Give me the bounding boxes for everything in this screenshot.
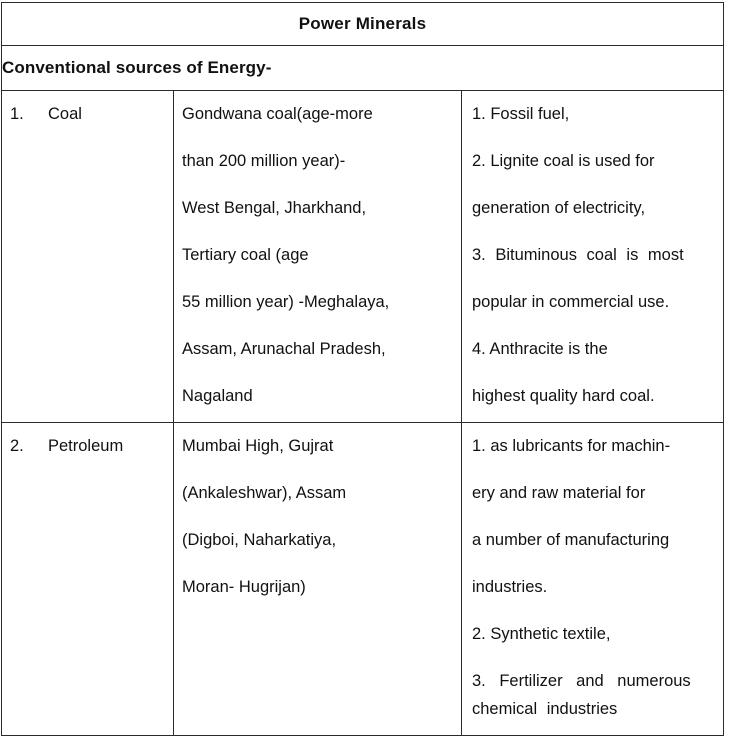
use-line: chemical industries [472, 700, 618, 718]
use-line: 2. Lignite coal is used for [472, 152, 655, 170]
row-label-coal [10, 103, 165, 126]
source-line: (Digboi, Naharkatiya, [182, 531, 337, 549]
row-number: 2. [10, 437, 24, 455]
row-index-cell-petroleum [2, 423, 174, 736]
source-line: Moran- Hugrijan) [182, 578, 306, 596]
source-line: 55 million year) -Meghalaya, [182, 293, 390, 311]
table-row [2, 423, 724, 736]
source-line: West Bengal, Jharkhand, [182, 199, 367, 217]
table-title: Power Minerals [2, 3, 724, 46]
row-sources-cell-coal [174, 91, 462, 423]
use-line: generation of electricity, [472, 199, 646, 217]
table-title-row [2, 3, 724, 46]
section-heading: Conventional sources of Energy- [2, 46, 724, 91]
use-line: highest quality hard coal. [472, 387, 655, 405]
source-line: Mumbai High, Gujrat [182, 437, 334, 455]
use-line: 1. Fossil fuel, [472, 105, 570, 123]
source-line: Gondwana coal(age-more [182, 105, 373, 123]
use-line: 1. as lubricants for machin- [472, 437, 671, 455]
use-line: 4. Anthracite is the [472, 340, 608, 358]
use-line: 3. Bituminous coal is most [472, 246, 684, 264]
row-index-cell-coal [2, 91, 174, 423]
row-uses-cell-petroleum [462, 423, 724, 736]
use-line: 3. Fertilizer and numerous [472, 672, 691, 690]
source-line: Tertiary coal (age [182, 246, 309, 264]
row-uses-cell-coal [462, 91, 724, 423]
use-line: industries. [472, 578, 548, 596]
source-line: Nagaland [182, 387, 253, 405]
section-heading-row [2, 46, 724, 91]
use-line: a number of manufacturing [472, 531, 670, 549]
table-row [2, 91, 724, 423]
use-line: 2. Synthetic textile, [472, 625, 611, 643]
row-number: 1. [10, 105, 24, 123]
row-name: Petroleum [48, 437, 124, 455]
source-line: than 200 million year)- [182, 152, 346, 170]
power-minerals-table [1, 2, 724, 736]
row-sources-cell-petroleum [174, 423, 462, 736]
source-line: Assam, Arunachal Pradesh, [182, 340, 386, 358]
row-name: Coal [48, 105, 82, 123]
use-line: ery and raw material for [472, 484, 646, 502]
row-label-petroleum [10, 435, 165, 458]
source-line: (Ankaleshwar), Assam [182, 484, 347, 502]
use-line: popular in commercial use. [472, 293, 670, 311]
